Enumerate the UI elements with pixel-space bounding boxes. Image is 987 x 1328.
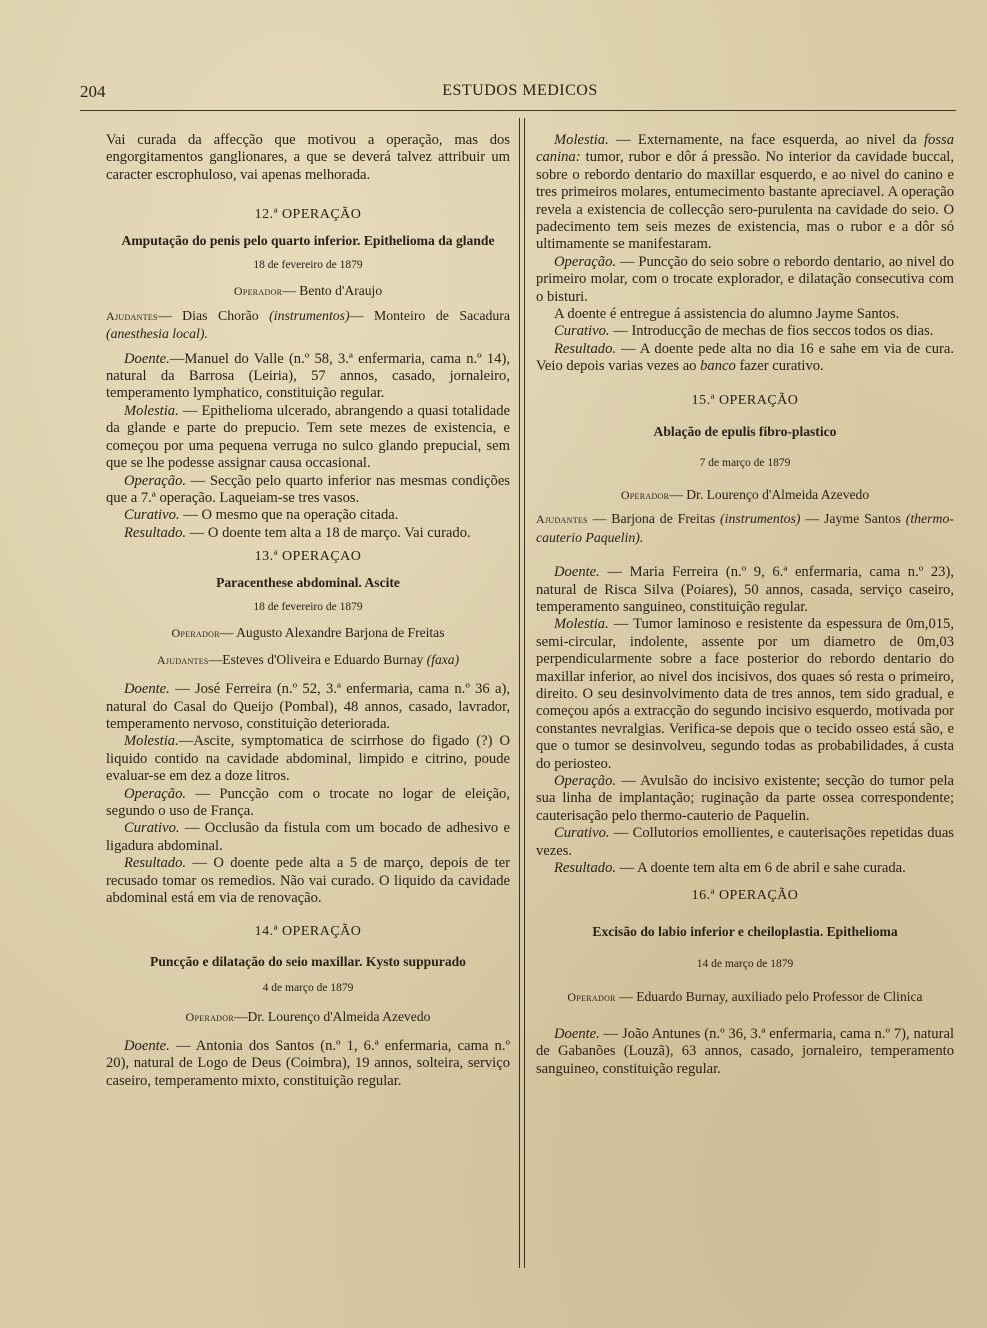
right-column (536, 132, 954, 1078)
op16-title: 16.ª OPERAÇÃO (691, 888, 799, 904)
op16-operador (536, 988, 954, 1006)
field-label: Curativo. (124, 507, 180, 524)
op14-molestia (536, 132, 954, 254)
op15-title: 15.ª OPERAÇÃO (691, 392, 799, 408)
ajudantes-text: — Dias Chorão (157, 307, 270, 323)
op16-date: 14 de março de 1879 (696, 958, 794, 971)
operador-label: Operador (620, 487, 670, 502)
running-head-title: ESTUDOS MEDICOS (442, 82, 598, 99)
op15-ajudantes (536, 510, 954, 546)
field-text: — A doente tem alta em 6 de abril e sahe curada. (616, 860, 906, 877)
field-text: — Avulsão do incisivo existente; secção do tumor pela sua linha de implantação; ruginação da parte ossea correspondente; cauterisação pelo thermo-cauterio de Paquelin. (536, 773, 954, 824)
intro-paragraph: Vai curada da affecção que motivou a operação, mas dos engorgitamentos ganglionares, a que se deverá talvez attribuir um caracter escrophuloso, vai apenas melhorada. (106, 132, 510, 183)
field-label: Curativo. (554, 825, 610, 842)
field-label: Operação. (554, 253, 617, 270)
ajudantes-role: (instrumentos) (720, 511, 801, 527)
spacer (536, 546, 954, 564)
ajudantes-text: — Barjona de Freitas (587, 511, 721, 527)
op13-title: 13.ª OPERAÇAO (254, 549, 362, 565)
field-text: — João Antunes (n.º 36, 3.ª enfermaria, cama n.º 7), natural de Gabanões (Louzã), 63 annos, casado, jornaleiro, temperamento sanguineo, constituição regular. (536, 1026, 954, 1077)
operador-label: Operador (567, 989, 616, 1004)
op14-doente (106, 1038, 510, 1090)
op14-title: 14.ª OPERAÇÃO (254, 924, 362, 940)
field-text: — Occlusão da fistula com um bocado de adhesivo e ligadura abdominal. (106, 820, 510, 854)
left-column (106, 132, 510, 1090)
op12-resultado (106, 525, 510, 542)
field-text: —Ascite, symptomatica de scirrhose do figado (?) O liquido contido na cavidade abdominal, limpido e citrino, poude evaluar-se em dez a doze litros. (106, 733, 510, 785)
op15-doente (536, 564, 954, 616)
operador-name: — Augusto Alexandre Barjona de Freitas (219, 625, 445, 641)
field-label: Resultado. (124, 524, 187, 541)
ajudantes-text: — Monteiro de Sacadura (349, 307, 510, 323)
field-label: Curativo. (124, 820, 180, 837)
operador-name: — Bento d'Araujo (282, 283, 383, 299)
field-text: —Manuel do Valle (n.º 58, 3.ª enfermaria, cama n.º 14), natural da Barrosa (Leiria), 57 annos, casado, jornaleiro, temperamento lymphatico, constituição regular. (106, 350, 510, 402)
field-text: — Externamente, na face esquerda, ao nivel da (608, 132, 924, 148)
field-label: Curativo. (554, 323, 610, 340)
ajudantes-role: (thermo-cauterio Paquelin). (536, 511, 954, 545)
page-number: 204 (80, 82, 106, 101)
op14-curativo (536, 323, 954, 340)
field-text-italic: banco (700, 358, 736, 375)
field-label: Operação. (554, 773, 617, 789)
field-text: — O mesmo que na operação citada. (179, 507, 399, 524)
field-text: — O doente tem alta a 18 de março. Vai curado. (186, 524, 471, 541)
op15-curativo (536, 825, 954, 860)
op14-entrega: A doente é entregue á assistencia do alumno Jayme Santos. (554, 306, 900, 323)
field-label: Resultado. (124, 855, 187, 872)
field-label: Doente. (124, 350, 170, 367)
op16-subtitle: Excisão do labio inferior e cheiloplastia. Epithelioma (592, 923, 898, 939)
field-label: Doente. (554, 564, 600, 581)
field-text: — Antonia dos Santos (n.º 1, 6.ª enfermaria, cama n.º 20), natural de Logo de Deus (Coimbra), 19 annos, solteira, serviço caseiro, temperamento mixto, constituição regular. (106, 1038, 510, 1089)
op12-date: 18 de fevereiro de 1879 (253, 259, 363, 272)
op12-ajudantes (106, 307, 510, 343)
operador-label: Operador (185, 1009, 234, 1024)
field-label: Resultado. (554, 860, 617, 877)
field-label: Molestia. (124, 733, 179, 750)
operador-label: Operador (233, 284, 283, 299)
operador-label: Operador (171, 626, 220, 641)
op15-subtitle: Ablação de epulis fibro-plastico (653, 424, 837, 440)
op12-operacao (106, 473, 510, 508)
op16-doente (536, 1026, 954, 1078)
spacer (106, 1030, 510, 1038)
field-text: — A doente pede alta no dia 16 e sahe em via de cura. Veio depois varias vezes ao (536, 340, 954, 375)
operador-name: —Dr. Lourenço d'Almeida Azevedo (233, 1008, 431, 1024)
ajudantes-role: (instrumentos) (269, 307, 350, 323)
op15-resultado (536, 860, 954, 877)
field-text: — O doente pede alta a 5 de março, depois de ter recusado tomar os remedios. Não vai curado. O liquido da cavidade abdominal está em via de renovação. (106, 855, 510, 907)
field-label: Doente. (124, 1038, 170, 1055)
op15-molestia (536, 616, 954, 773)
field-text: tumor, rubor e dôr á pressão. No interior da cavidade buccal, sobre o rebordo dentario do maxillar esquerdo, e ao nivel do canino e tres primeiros molares, entumecimento bastante apreciavel. A operação revela a existencia de collecção sero-purulenta na cavidade do seio. O padecimento tem seis mezes de existencia, mas o rubor e a dôr só ultimamente se manifestaram. (536, 149, 954, 253)
op14-operacao (536, 254, 954, 306)
running-header (80, 82, 960, 106)
column-divider (519, 118, 525, 1268)
op14-date: 4 de março de 1879 (262, 982, 354, 995)
op12-molestia (106, 403, 510, 473)
spacer (106, 673, 510, 681)
op15-operador (536, 486, 954, 504)
field-text: — Introducção de mechas de fios seccos todos os dias. (609, 323, 934, 340)
op13-doente (106, 681, 510, 733)
field-label: Doente. (124, 681, 170, 698)
field-text: — Secção pelo quarto inferior nas mesmas condições que a 7.ª operação. Laqueiam-se tres vasos. (106, 472, 510, 506)
operador-name: — Dr. Lourenço d'Almeida Azevedo (669, 486, 870, 502)
field-label: Molestia. (554, 616, 609, 633)
ajudantes-label: Ajudantes (106, 308, 158, 323)
field-text-italic: fossa canina: (536, 132, 954, 166)
field-label: Operação. (124, 472, 187, 489)
op14-subtitle: Puncção e dilatação do seio maxillar. Kysto suppurado (150, 953, 466, 969)
op13-operador (106, 624, 510, 642)
field-label: Doente. (554, 1026, 600, 1043)
op14-operador (106, 1008, 510, 1026)
field-text: — Tumor laminoso e resistente da espessura de 0m,015, semi-circular, indolente, assente por um diametro de 0m,03 perpendicularmente sobre a face posterior do rebordo dentario do maxillar inferior, ao nivel dos incisivos, dos quaes só resta o primeiro, direito. O seu desinvolvimento data de tres annos, tem sido gradual, e começou após a extracção do segundo incisivo esquerdo, motivada por constantes nevralgias. Verifica-se depois que o tecido osseo está são, e que o tumor se desinvolveu, segundo todas as probabilidades, á custa do periosteo. (536, 616, 954, 772)
spacer (106, 343, 510, 351)
field-label: Operação. (124, 785, 187, 802)
ajudantes-label: Ajudantes (156, 652, 209, 667)
op12-title: 12.ª OPERAÇÃO (254, 207, 362, 223)
operador-name: — Eduardo Burnay, auxiliado pelo Professor de Clinica (615, 988, 923, 1004)
field-label: Molestia. (124, 402, 179, 419)
op12-operador (106, 282, 510, 300)
op13-resultado (106, 855, 510, 907)
op15-operacao (536, 773, 954, 825)
field-text: — Collutorios emollientes, e cauterisações repetidas duas vezes. (536, 825, 954, 859)
op12-subtitle: Amputação do penis pelo quarto inferior. Epithelioma da glande (121, 232, 495, 248)
ajudantes-role: (faxa) (426, 651, 460, 667)
field-text: — Epithelioma ulcerado, abrangendo a quasi totalidade da glande e parte do prepucio. Tem sete mezes de existencia, e começou por uma pequena verruga no sulco glando prepucial, sem que se lhe podesse assignar causa occasional. (106, 402, 510, 472)
ajudantes-text: —Esteves d'Oliveira e Eduardo Burnay (208, 651, 427, 667)
spacer (536, 1010, 954, 1026)
op13-date: 18 de fevereiro de 1879 (253, 600, 363, 613)
field-text: — Puncção com o trocate no logar de eleição, segundo o uso de França. (106, 785, 510, 819)
field-text: fazer curativo. (735, 358, 824, 375)
op13-molestia (106, 733, 510, 785)
ajudantes-text: — Jayme Santos (800, 511, 906, 527)
op13-ajudantes (106, 651, 510, 669)
field-text: — José Ferreira (n.º 52, 3.ª enfermaria, cama n.º 36 a), natural do Casal do Queijo (Pombal), 48 annos, casado, lavrador, temperamento nervoso, constituição deteriorada. (106, 681, 510, 732)
field-text: — Maria Ferreira (n.º 9, 6.ª enfermaria, cama n.º 23), natural de Risca Silva (Poiares), 50 annos, casada, serviço caseiro, temperamento sanguineo, constituição regular. (536, 564, 954, 615)
field-label: Molestia. (554, 132, 609, 148)
op15-date: 7 de março de 1879 (699, 456, 791, 469)
op12-curativo (106, 507, 510, 524)
field-label: Resultado. (554, 340, 617, 357)
op13-curativo (106, 820, 510, 855)
op12-doente (106, 351, 510, 403)
field-text: — Puncção do seio sobre o rebordo dentario, ao nivel do primeiro molar, com o trocate explorador, e dilatação consecutiva com o bisturi. (536, 253, 954, 305)
header-rule (80, 110, 956, 111)
ajudantes-role: (anesthesia local). (106, 326, 208, 342)
op13-operacao (106, 786, 510, 821)
op13-subtitle: Paracenthese abdominal. Ascite (216, 574, 400, 590)
op14-resultado (536, 341, 954, 376)
ajudantes-label: Ajudantes (536, 512, 588, 527)
